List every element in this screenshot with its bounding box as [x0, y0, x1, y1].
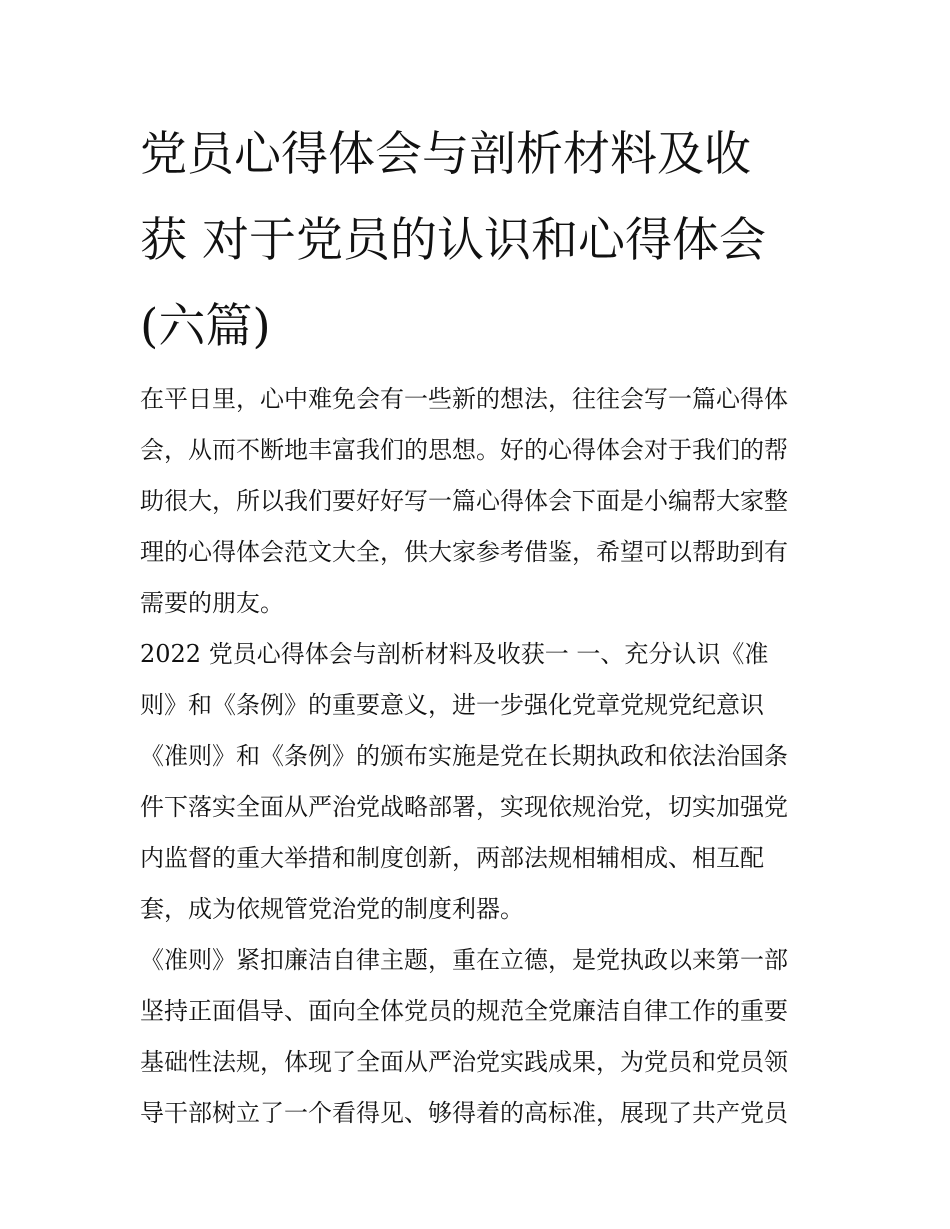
title-line: 党员心得体会与剖析材料及收 [140, 127, 751, 182]
text-line: 助很大，所以我们要好好写一篇心得体会下面是小编帮大家整 [140, 487, 788, 515]
text-line: 理的心得体会范文大全，供大家参考借鉴，希望可以帮助到有 [140, 538, 788, 566]
document-body [140, 374, 812, 1139]
text-line: 套，成为依规管党治党的制度利器。 [140, 895, 524, 923]
text-line: 2022 党员心得体会与剖析材料及收获一 一、充分认识《准 [140, 640, 769, 668]
text-line: 《准则》紧扣廉洁自律主题，重在立德，是党执政以来第一部 [140, 946, 788, 974]
text-line: 在平日里，心中难免会有一些新的想法，往往会写一篇心得体 [140, 385, 788, 413]
text-line: 《准则》和《条例》的颁布实施是党在长期执政和依法治国条 [140, 742, 788, 770]
paragraph-zhunze [140, 935, 812, 1139]
text-line: 件下落实全面从严治党战略部署，实现依规治党，切实加强党 [140, 793, 788, 821]
paragraph-intro [140, 374, 812, 629]
title-line: 获 对于党员的认识和心得体会 [140, 213, 766, 268]
document-title [140, 112, 812, 370]
text-line: 会，从而不断地丰富我们的思想。好的心得体会对于我们的帮 [140, 436, 788, 464]
paragraph-section-one [140, 629, 812, 935]
document-content [140, 112, 812, 1139]
text-line: 内监督的重大举措和制度创新，两部法规相辅相成、相互配 [140, 844, 764, 872]
text-line: 则》和《条例》的重要意义，进一步强化党章党规党纪意识 [140, 691, 764, 719]
text-line: 导干部树立了一个看得见、够得着的高标准，展现了共产党员 [140, 1099, 788, 1127]
text-line: 坚持正面倡导、面向全体党员的规范全党廉洁自律工作的重要 [140, 997, 788, 1025]
text-line: 基础性法规，体现了全面从严治党实践成果，为党员和党员领 [140, 1048, 788, 1076]
title-line: (六篇) [140, 299, 271, 354]
text-line: 需要的朋友。 [140, 589, 284, 617]
